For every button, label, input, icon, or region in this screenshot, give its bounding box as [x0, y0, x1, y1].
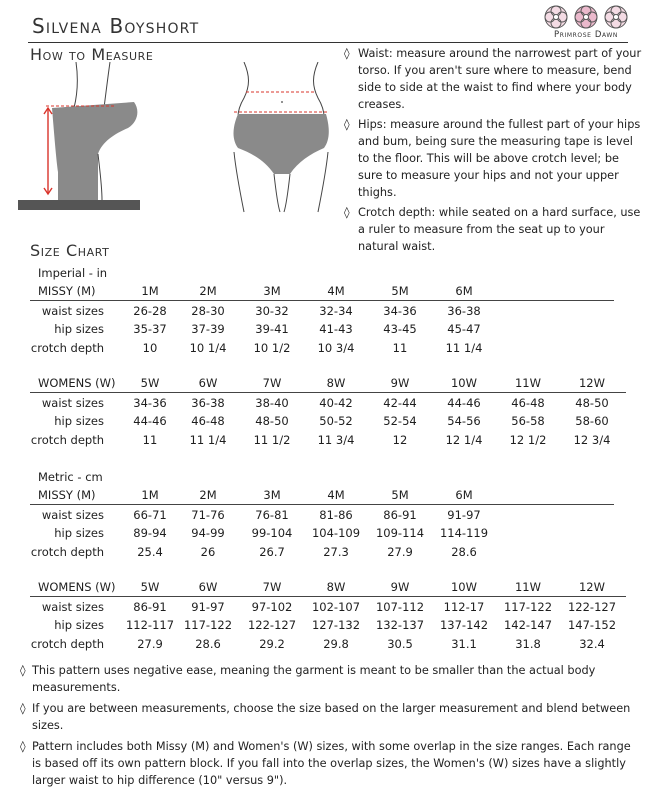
table-cell: 12 1/4 — [445, 432, 483, 447]
table-cell: 11 — [142, 432, 158, 447]
table-cell: 56-58 — [511, 414, 545, 429]
row-label: waist sizes — [41, 600, 104, 614]
size-header-cell: 8W — [326, 580, 346, 594]
table-cell: 27.9 — [387, 544, 413, 559]
size-header-cell: 5W — [140, 376, 160, 390]
size-header-cell: 6M — [455, 284, 473, 298]
table-cell: 41-43 — [319, 322, 353, 337]
table-cell: 29.8 — [323, 636, 349, 651]
size-group-label: MISSY (M) — [38, 488, 96, 502]
table-cell: 147-152 — [567, 618, 617, 633]
table-cell: 12 1/2 — [509, 432, 547, 447]
row-label: crotch depth — [30, 432, 104, 447]
table-cell: 26 — [200, 544, 216, 559]
crotch-note: ◊ Crotch depth: while seated on a hard surface, use a ruler to measure from the seat up to your natural waist. — [344, 206, 641, 253]
measure-illustration — [18, 62, 338, 222]
table-cell: 142-147 — [503, 618, 553, 633]
size-header-cell: 2M — [199, 488, 217, 502]
table-cell: 112-117 — [125, 618, 175, 633]
table-cell: 12 — [392, 432, 408, 447]
size-header-cell: 8W — [326, 376, 346, 390]
footnote: ◊ If you are between measurements, choose the size based on the larger measurement and blend between sizes. — [20, 702, 631, 732]
table-cell: 46-48 — [191, 414, 225, 429]
table-cell: 86-91 — [133, 600, 167, 614]
row-label: waist sizes — [41, 508, 104, 522]
size-header-cell: 6W — [198, 376, 218, 390]
table-cell: 94-99 — [191, 526, 225, 541]
table-row — [0, 322, 654, 340]
table-cell: 50-52 — [319, 414, 353, 429]
brand-logo — [538, 4, 634, 44]
table-cell: 58-60 — [575, 414, 609, 429]
table-cell: 37-39 — [191, 322, 225, 337]
table-cell: 28.6 — [451, 544, 477, 559]
size-header-cell: 5W — [140, 580, 160, 594]
table-cell: 44-46 — [133, 414, 167, 429]
diamond-bullet-icon: ◊ — [344, 47, 350, 60]
size-header-cell: 4M — [327, 284, 345, 298]
table-cell: 54-56 — [447, 414, 481, 429]
table-cell: 86-91 — [383, 508, 417, 522]
table-cell: 99-104 — [251, 526, 293, 541]
table-cell: 104-109 — [311, 526, 361, 541]
table-cell: 89-94 — [133, 526, 167, 541]
size-header-cell: 6M — [455, 488, 473, 502]
table-divider — [30, 504, 614, 505]
table-cell: 91-97 — [447, 508, 481, 522]
diamond-bullet-icon: ◊ — [344, 118, 350, 131]
table-cell: 11 — [392, 340, 408, 355]
flower-logo-icon — [538, 4, 634, 30]
footnote: ◊ This pattern uses negative ease, meaning the garment is meant to be smaller than the actual body measurements. — [20, 664, 596, 694]
size-header-cell: 7W — [262, 376, 282, 390]
table-cell: 122-127 — [567, 600, 617, 614]
table-row — [0, 341, 654, 359]
table-cell: 122-127 — [247, 618, 297, 633]
table-cell: 28.6 — [195, 636, 221, 651]
table-row — [0, 304, 654, 322]
row-label: crotch depth — [30, 544, 104, 559]
footnotes — [20, 662, 636, 793]
size-header-cell: 9W — [390, 376, 410, 390]
table-cell: 10 3/4 — [317, 340, 355, 355]
footnote: ◊ Pattern includes both Missy (M) and Women's (W) sizes, with some overlap in the size ranges. Each range is based off its own pattern block. If you fall into the overlap sizes, the Women's (W) sizes have a slightly larger waist to hip difference (10" versus 9"). — [20, 740, 631, 787]
diamond-bullet-icon: ◊ — [344, 206, 350, 219]
table-cell: 31.1 — [451, 636, 477, 651]
table-cell: 34-36 — [133, 396, 167, 410]
page-title: Silvena Boyshort — [32, 14, 200, 38]
size-header-cell: 5M — [391, 284, 409, 298]
table-cell: 81-86 — [319, 508, 353, 522]
table-cell: 66-71 — [133, 508, 167, 522]
table-cell: 30.5 — [387, 636, 413, 651]
table-cell: 27.9 — [137, 636, 163, 651]
table-row — [0, 508, 654, 526]
diamond-bullet-icon: ◊ — [20, 664, 26, 677]
side-view-figure — [18, 62, 140, 210]
size-header-cell: 11W — [514, 580, 541, 594]
table-cell: 34-36 — [383, 304, 417, 318]
size-group-label: WOMENS (W) — [38, 376, 116, 390]
table-row — [0, 414, 654, 432]
table-cell: 114-119 — [439, 526, 489, 541]
table-cell: 11 1/4 — [445, 340, 483, 355]
table-cell: 48-50 — [575, 396, 609, 410]
row-label: hip sizes — [54, 526, 104, 541]
metric-unit-label: Metric - cm — [38, 470, 103, 484]
size-header-cell: 7W — [262, 580, 282, 594]
diamond-bullet-icon: ◊ — [20, 702, 26, 715]
size-header-cell: 9W — [390, 580, 410, 594]
table-cell: 44-46 — [447, 396, 481, 410]
table-cell: 40-42 — [319, 396, 353, 410]
table-cell: 36-38 — [191, 396, 225, 410]
table-cell: 31.8 — [515, 636, 541, 651]
row-label: hip sizes — [54, 618, 104, 633]
waist-note: ◊ Waist: measure around the narrowest part of your torso. If you aren't sure where to measure, bend side to side at the waist to find where your body creases. — [344, 47, 642, 111]
table-divider — [30, 392, 626, 393]
table-cell: 27.3 — [323, 544, 349, 559]
diamond-bullet-icon: ◊ — [20, 740, 26, 753]
table-cell: 10 1/2 — [253, 340, 291, 355]
table-cell: 42-44 — [383, 396, 417, 410]
row-label: hip sizes — [54, 414, 104, 429]
table-row — [0, 618, 654, 636]
table-row — [0, 433, 654, 451]
table-cell: 11 1/4 — [189, 432, 227, 447]
size-header-cell: 10W — [450, 376, 477, 390]
table-cell: 112-17 — [443, 600, 485, 614]
table-cell: 29.2 — [259, 636, 285, 651]
size-header-cell: 12W — [578, 580, 605, 594]
table-row — [0, 396, 654, 414]
table-row — [0, 637, 654, 655]
table-cell: 48-50 — [255, 414, 289, 429]
table-cell: 28-30 — [191, 304, 225, 318]
front-view-figure — [234, 62, 329, 212]
table-cell: 76-81 — [255, 508, 289, 522]
table-cell: 11 3/4 — [317, 432, 355, 447]
table-cell: 91-97 — [191, 600, 225, 614]
size-header-cell: 2M — [199, 284, 217, 298]
table-cell: 102-107 — [311, 600, 361, 614]
table-cell: 132-137 — [375, 618, 425, 633]
size-group-label: WOMENS (W) — [38, 580, 116, 594]
size-header-cell: 1M — [141, 488, 159, 502]
hips-note: ◊ Hips: measure around the fullest part of your hips and bum, being sure the measuring tape is level to the floor. This will be above crotch level; be sure to measure your hips and not your upper thighs. — [344, 118, 641, 199]
size-header-cell: 4M — [327, 488, 345, 502]
table-cell: 32.4 — [579, 636, 605, 651]
table-cell: 26-28 — [133, 304, 167, 318]
size-chart-title: Size Chart — [30, 241, 110, 260]
table-row — [0, 600, 654, 618]
table-cell: 35-37 — [133, 322, 167, 337]
table-cell: 137-142 — [439, 618, 489, 633]
how-to-measure-title: How to Measure — [30, 45, 154, 64]
row-label: hip sizes — [54, 322, 104, 337]
row-label: waist sizes — [41, 304, 104, 318]
row-label: waist sizes — [41, 396, 104, 410]
table-cell: 10 1/4 — [189, 340, 227, 355]
size-group-label: MISSY (M) — [38, 284, 96, 298]
row-label: crotch depth — [30, 636, 104, 651]
table-cell: 127-132 — [311, 618, 361, 633]
table-divider — [30, 596, 626, 597]
table-cell: 30-32 — [255, 304, 289, 318]
size-header-cell: 3M — [263, 488, 281, 502]
table-cell: 12 3/4 — [573, 432, 611, 447]
table-cell: 32-34 — [319, 304, 353, 318]
size-header-cell: 1M — [141, 284, 159, 298]
table-cell: 45-47 — [447, 322, 481, 337]
table-cell: 117-122 — [503, 600, 553, 614]
table-row — [0, 526, 654, 544]
imperial-unit-label: Imperial - in — [38, 266, 108, 280]
table-cell: 46-48 — [511, 396, 545, 410]
table-cell: 117-122 — [183, 618, 233, 633]
table-cell: 97-102 — [251, 600, 293, 614]
table-cell: 26.7 — [259, 544, 285, 559]
size-header-cell: 3M — [263, 284, 281, 298]
table-cell: 38-40 — [255, 396, 289, 410]
table-row — [0, 545, 654, 563]
size-header-cell: 11W — [514, 376, 541, 390]
table-cell: 52-54 — [383, 414, 417, 429]
table-cell: 11 1/2 — [253, 432, 291, 447]
table-cell: 25.4 — [137, 544, 163, 559]
size-header-cell: 5M — [391, 488, 409, 502]
table-cell: 39-41 — [255, 322, 289, 337]
table-cell: 36-38 — [447, 304, 481, 318]
measure-notes — [344, 45, 644, 258]
table-cell: 71-76 — [191, 508, 225, 522]
table-cell: 109-114 — [375, 526, 425, 541]
size-header-cell: 10W — [450, 580, 477, 594]
table-divider — [30, 300, 614, 301]
table-cell: 10 — [142, 340, 158, 355]
size-header-cell: 12W — [578, 376, 605, 390]
brand-name: Primrose Dawn — [554, 30, 618, 40]
row-label: crotch depth — [30, 340, 104, 355]
size-header-cell: 6W — [198, 580, 218, 594]
table-cell: 43-45 — [383, 322, 417, 337]
table-cell: 107-112 — [375, 600, 425, 614]
